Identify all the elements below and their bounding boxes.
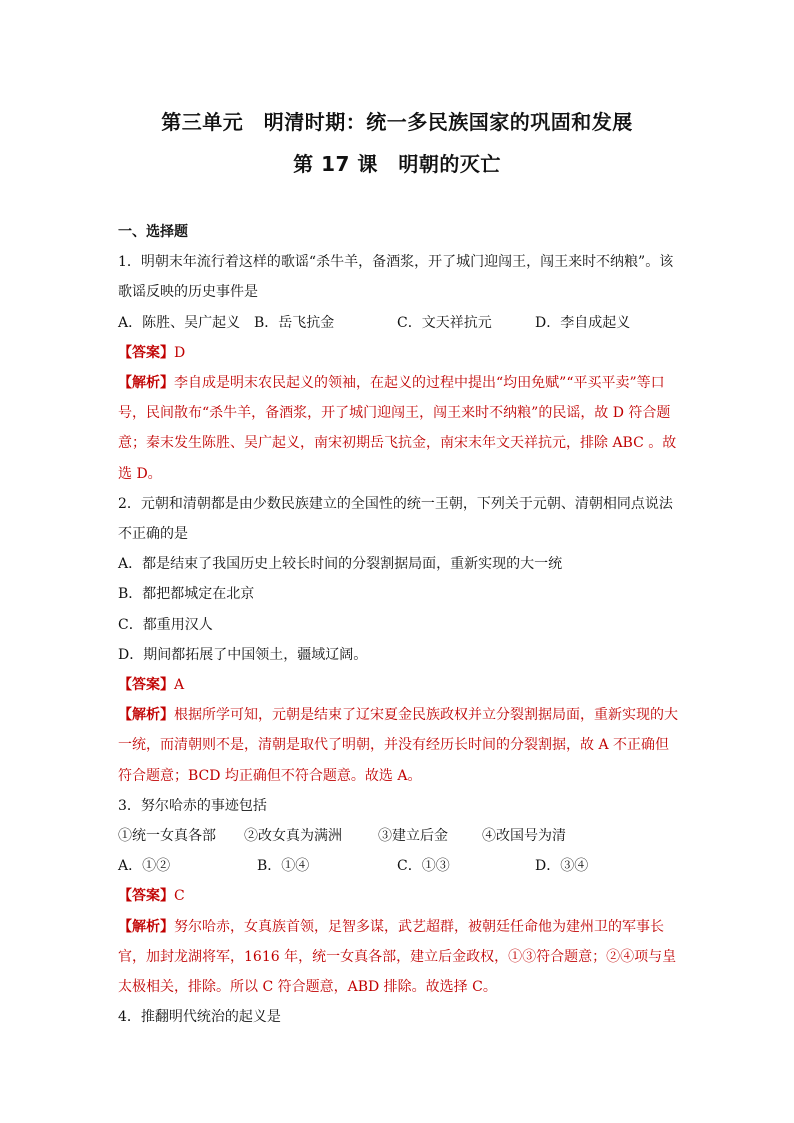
choice-item: ④改国号为清 (482, 828, 566, 845)
choice-row (118, 821, 680, 851)
answer-value: C (174, 888, 185, 905)
explanation-label: 【解析】 (118, 707, 174, 724)
option: C．文天祥抗元 (397, 314, 492, 331)
answer-line (118, 338, 680, 368)
explanation-text: 李自成是明末农民起义的领袖，在起义的过程中提出“均田免赋”“平买平卖”等口号，民间散布“杀牛羊，备酒浆，开了城门迎闯王，闯王来时不纳粮”的民谣，故 D 符合题意；秦末发生陈胜、吴广起义，南宋初期岳飞抗金，南宋末年文天祥抗元，排除 ABC 。故选 D。 (118, 375, 677, 482)
answer-line (118, 881, 680, 911)
option: D．③④ (535, 858, 589, 875)
option: B．①④ (257, 858, 310, 875)
explanation-label: 【解析】 (118, 375, 174, 392)
option: D．李自成起义 (535, 314, 631, 331)
question-stem: 3．努尔哈赤的事迹包括 (118, 797, 267, 814)
choice-item: ②改女真为满洲 (244, 828, 342, 845)
explanation-text: 努尔哈赤，女真族首领，足智多谋，武艺超群，被朝廷任命他为建州卫的军事长官，加封龙湖将军，1616 年，统一女真各部，建立后金政权，①③符合题意；②④项与皇太极相关，排除。所以 C 符合题意，ABD 排除。故选择 C。 (118, 918, 677, 996)
explanation-label: 【解析】 (118, 918, 174, 935)
explanation (118, 912, 680, 1003)
section-title: 一、选择题 (118, 224, 188, 240)
option: B．岳飞抗金 (254, 314, 335, 331)
answer-label: 【答案】 (118, 677, 174, 694)
answer-label: 【答案】 (118, 344, 174, 361)
question-stem: 2．元朝和清朝都是由少数民族建立的全国性的统一王朝，下列关于元朝、清朝相同点说法不正确的是 (118, 495, 673, 543)
answer-value: A (174, 677, 185, 694)
explanation-text: 根据所学可知，元朝是结束了辽宋夏金民族政权并立分裂割据局面，重新实现的大一统，而清朝则不是，清朝是取代了明朝，并没有经历长时间的分裂割据，故 A 不正确但符合题意；BCD 均正确但不符合题意。故选 A。 (118, 707, 678, 784)
option: B．都把都城定在北京 (118, 586, 255, 603)
option: C．都重用汉人 (118, 616, 213, 633)
question-stem: 4．推翻明代统治的起义是 (118, 1009, 281, 1026)
question-stem: 1．明朝末年流行着这样的歌谣“杀牛羊，备酒浆，开了城门迎闯王，闯王来时不纳粮”。该歌谣反映的历史事件是 (118, 254, 674, 301)
choice-item: ①统一女真各部 (118, 828, 216, 845)
option: A．陈胜、吴广起义 (118, 314, 241, 331)
choice-item: ③建立后金 (378, 828, 448, 845)
option: D．期间都拓展了中国领土，疆域辽阔。 (118, 646, 368, 663)
explanation (118, 368, 680, 489)
answer-value: D (174, 344, 186, 361)
explanation (118, 700, 680, 791)
document-body (118, 217, 680, 1032)
answer-line (118, 670, 680, 700)
lesson-title: 第 17 课 明朝的灭亡 (293, 152, 501, 176)
option: A．都是结束了我国历史上较长时间的分裂割据局面，重新实现的大一统 (118, 556, 563, 573)
unit-title: 第三单元 明清时期：统一多民族国家的巩固和发展 (161, 110, 633, 134)
option-row (118, 308, 680, 338)
answer-label: 【答案】 (118, 888, 174, 905)
option-row (118, 851, 680, 881)
option: A．①② (118, 858, 171, 875)
option: C．①③ (397, 858, 450, 875)
